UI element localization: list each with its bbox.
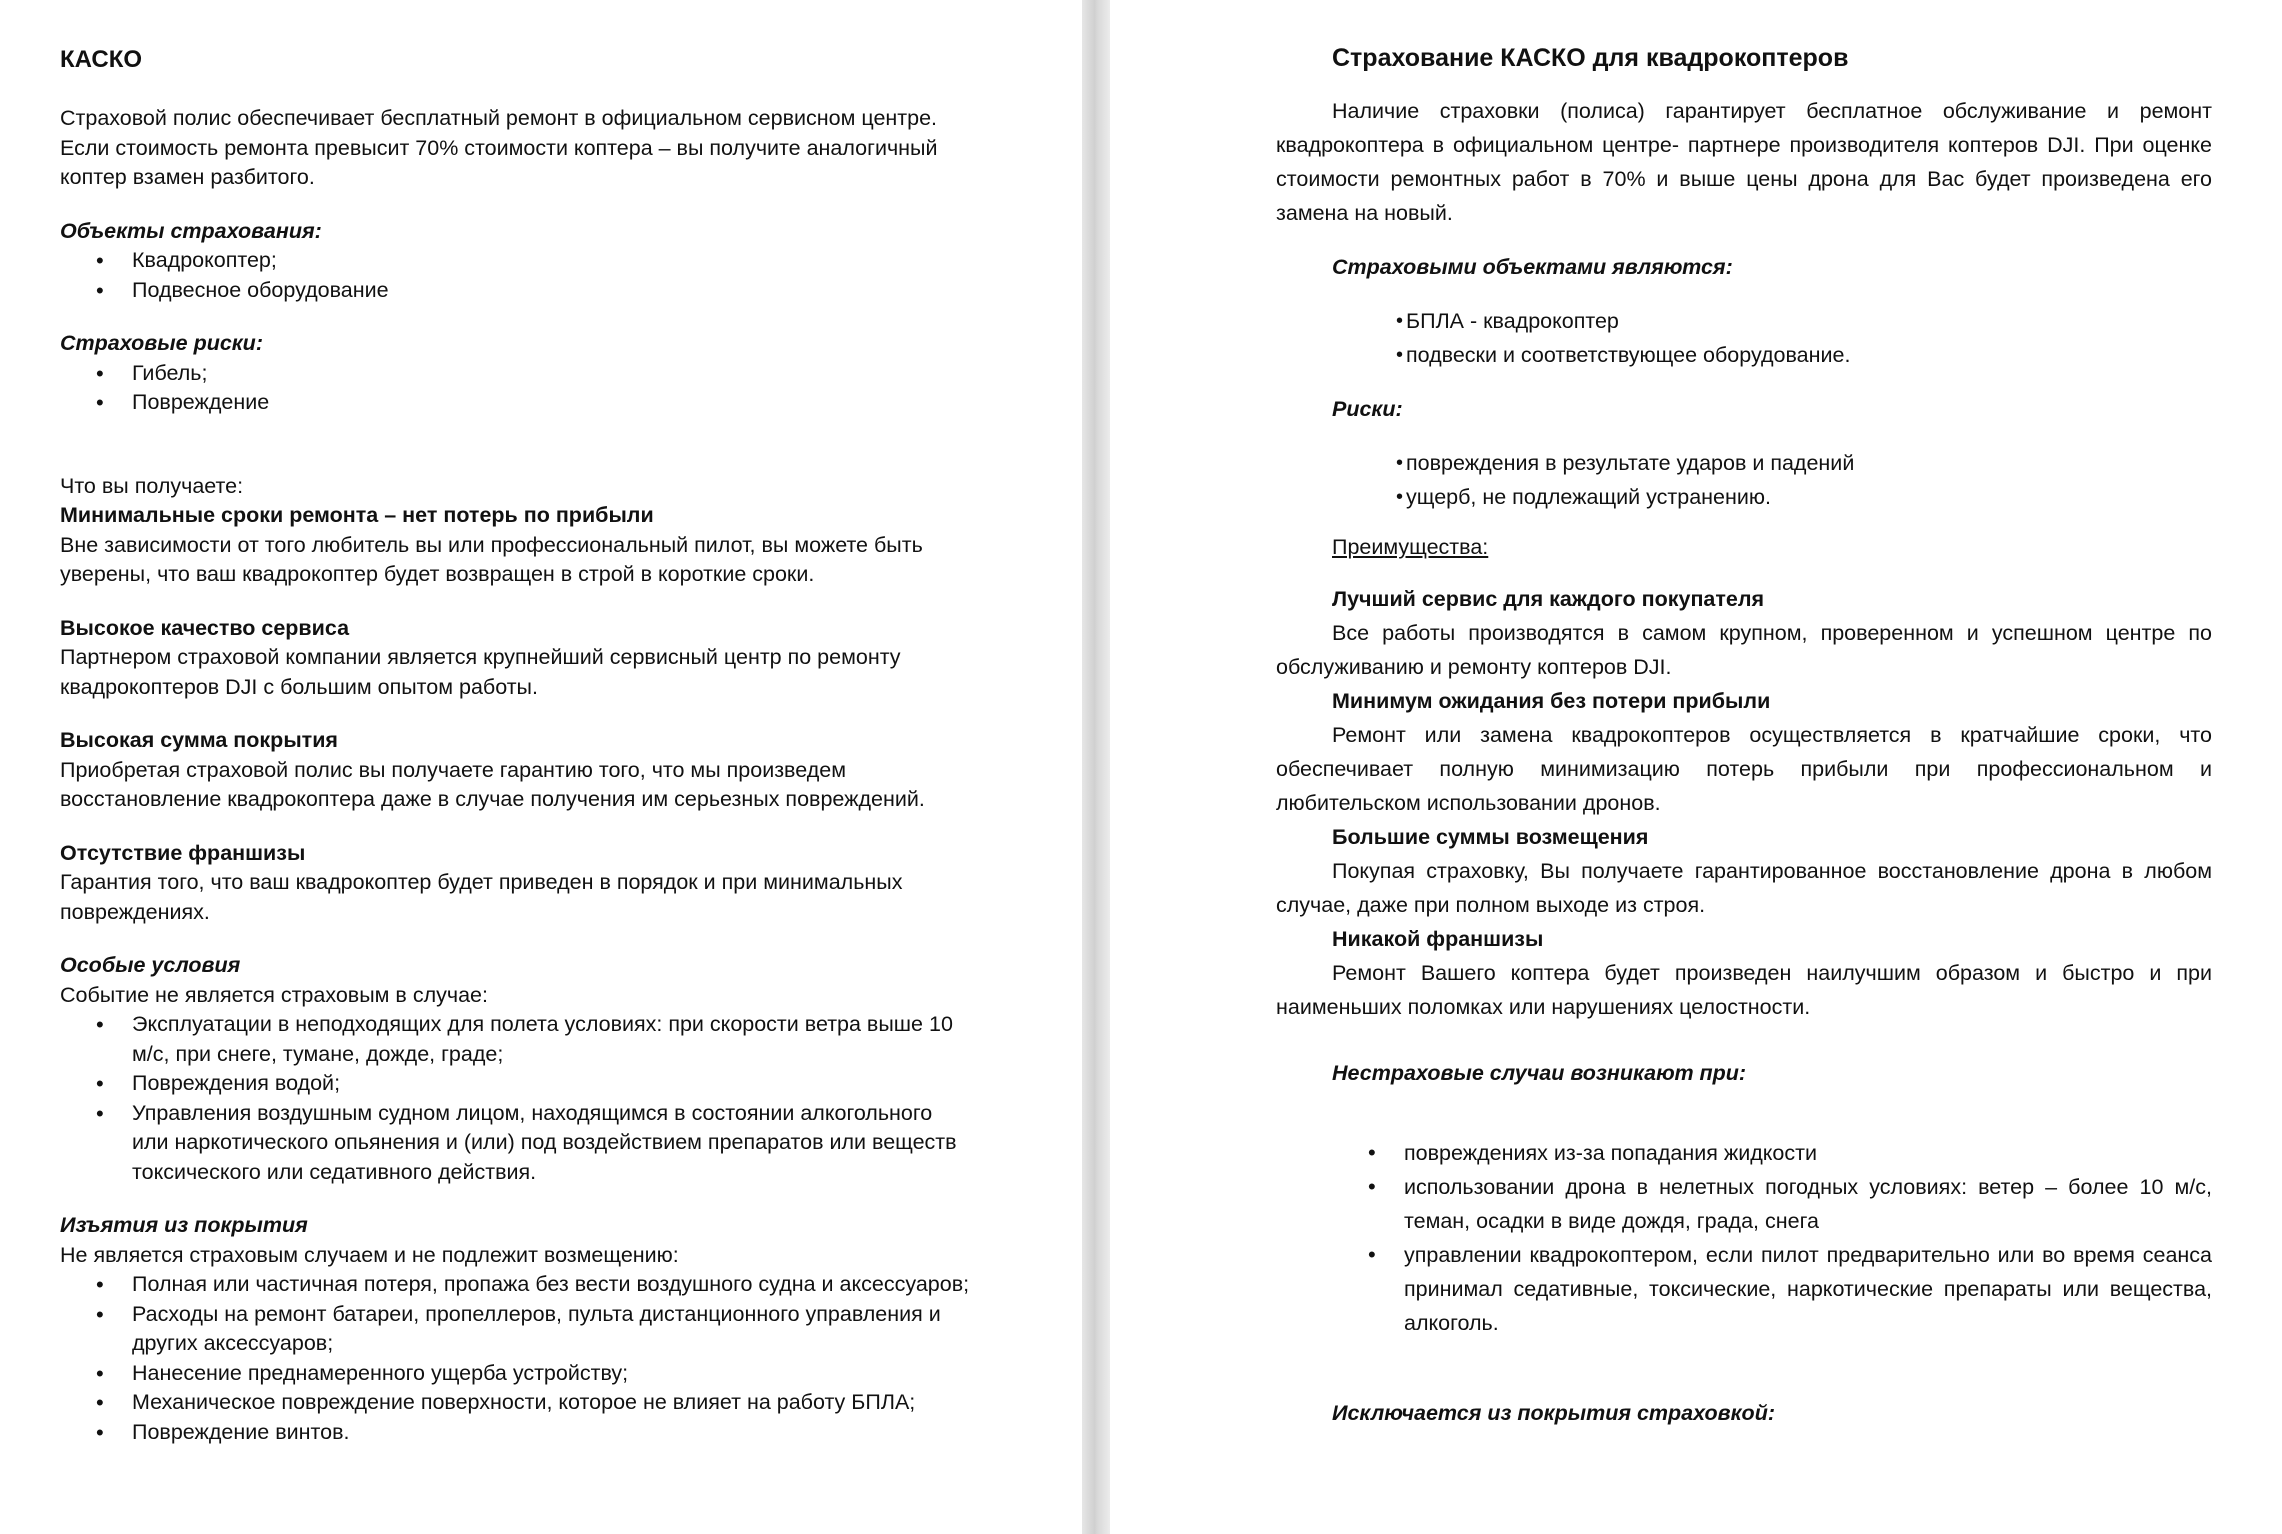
list-item: • Подвесное оборудование: [60, 276, 1000, 306]
list-item-line: • Эксплуатации в неподходящих для полета условиях: при скорости ветра выше 10: [132, 1012, 953, 1036]
list-item: • Гибель;: [60, 359, 1000, 389]
left-risks-heading: Страховые риски:: [60, 331, 263, 355]
document-page-left: [0, 0, 1082, 1534]
benefit-line: Гарантия того, что ваш квадрокоптер будет приведен в порядок и при минимальных: [60, 870, 903, 894]
list-item: • Квадрокоптер;: [60, 246, 1000, 276]
list-item-line: м/с, при снеге, тумане, дожде, граде;: [132, 1041, 504, 1066]
list-item-line: • Расходы на ремонт батареи, пропеллеров, пульта дистанционного управления и: [132, 1301, 941, 1326]
advantage-title: Большие суммы возмещения: [1332, 825, 1649, 849]
list-item-line: других аксессуаров;: [132, 1331, 334, 1355]
benefit-title: Высокая сумма покрытия: [60, 728, 338, 752]
page-gutter: [1082, 0, 1110, 1534]
list-item-line: • Повреждения водой;: [132, 1071, 341, 1095]
right-objects-list: [1276, 304, 2212, 372]
list-item: [60, 1010, 1000, 1069]
right-risks-heading: Риски:: [1332, 397, 1403, 421]
list-item: [60, 1359, 1000, 1389]
list-item-line: • Полная или частичная потеря, пропажа без вести воздушного судна и аксессуаров;: [132, 1272, 970, 1296]
list-item: • повреждениях из-за попадания жидкости: [1276, 1136, 2212, 1170]
list-item-line: • Управления воздушным судном лицом, находящимся в состоянии алкогольного: [132, 1100, 933, 1125]
benefit-line: Приобретая страховой полис вы получаете гарантию того, что мы произведем: [60, 757, 847, 782]
benefit-title: Высокое качество сервиса: [60, 615, 350, 640]
right-noninsured-heading: Нестраховые случаи возникают при:: [1332, 1061, 1747, 1085]
right-intro: Наличие страховки (полиса) гарантирует бесплатное обслуживание и ремонт квадрокоптера в официальном центре- партнере производителя коптеров DJI. При оценке стоимости ремонтных работ в 70% и выше цены дрона для Вас будет произведена его замена на новый.: [1276, 99, 2212, 225]
left-special-intro: Событие не является страховым в случае:: [60, 982, 488, 1007]
benefit-line: квадрокоптеров DJI с большим опытом работы.: [60, 674, 538, 699]
left-objects-list: [60, 246, 1000, 305]
left-get-heading: Что вы получаете:: [60, 473, 244, 498]
left-exclusions-list: [60, 1270, 1000, 1447]
list-item-line: или наркотического опьянения и (или) под воздействием препаратов или веществ: [132, 1130, 957, 1154]
advantage-text: Покупая страховку, Вы получаете гарантированное восстановление дрона в любом случае, даже при полном выходе из строя.: [1276, 859, 2212, 917]
left-special-heading: Особые условия: [60, 953, 241, 977]
list-item: • подвески и соответствующее оборудование.: [1276, 338, 2212, 372]
left-page-title: КАСКО: [60, 46, 143, 73]
document-page-right: [1110, 0, 2282, 1534]
left-risks-list: [60, 359, 1000, 418]
advantage-title: Лучший сервис для каждого покупателя: [1332, 587, 1765, 611]
left-intro-line: Страховой полис обеспечивает бесплатный ремонт в официальном сервисном центре.: [60, 106, 938, 130]
list-item-line: • Повреждение винтов.: [132, 1419, 350, 1444]
advantage-text: Ремонт или замена квадрокоптеров осуществляется в кратчайшие сроки, что обеспечивает полную минимизацию потерь прибыли при профессиональном и любительском использовании дронов.: [1276, 723, 2212, 815]
benefit-title: Минимальные сроки ремонта – нет потерь по прибыли: [60, 503, 654, 527]
right-page-title: Страхование КАСКО для квадрокоптеров: [1332, 44, 1849, 72]
left-intro-line: Если стоимость ремонта превысит 70% стоимости коптера – вы получите аналогичный: [60, 135, 938, 160]
advantage-title: Минимум ожидания без потери прибыли: [1332, 689, 1771, 713]
right-exclusions-heading: Исключается из покрытия страховкой:: [1332, 1401, 1775, 1425]
right-objects-heading: Страховыми объектами являются:: [1332, 255, 1733, 279]
benefit-title: Отсутствие франшизы: [60, 840, 306, 865]
list-item: • БПЛА - квадрокоптер: [1276, 304, 2212, 338]
list-item: [60, 1099, 1000, 1188]
list-item: [60, 1388, 1000, 1418]
right-advantages-heading: Преимущества:: [1332, 535, 1489, 559]
benefit-line: Вне зависимости от того любитель вы или профессиональный пилот, вы можете быть: [60, 532, 923, 557]
right-risks-list: [1276, 446, 2212, 514]
list-item: [60, 1418, 1000, 1448]
list-item: • Повреждение: [60, 388, 1000, 418]
left-page-content: [60, 44, 1000, 1447]
list-item: • использовании дрона в нелетных погодных условиях: ветер – более 10 м/с, теман, осадки в виде дождя, града, снега: [1276, 1170, 2212, 1238]
advantage-text: Ремонт Вашего коптера будет произведен наилучшим образом и быстро и при наименьших поломках или нарушениях целостности.: [1276, 961, 2212, 1019]
advantage-title: Никакой франшизы: [1332, 927, 1544, 951]
right-advantages-heading-row: [1276, 530, 2212, 564]
list-item: [60, 1069, 1000, 1099]
benefit-line: повреждениях.: [60, 899, 210, 924]
benefit-line: Партнером страховой компании является крупнейший сервисный центр по ремонту: [60, 645, 901, 669]
list-item: [60, 1270, 1000, 1300]
list-item: • ущерб, не подлежащий устранению.: [1276, 480, 2212, 514]
list-item: • повреждения в результате ударов и падений: [1276, 446, 2212, 480]
left-exclusions-heading: Изъятия из покрытия: [60, 1213, 308, 1237]
list-item-line: токсического или седативного действия.: [132, 1159, 537, 1184]
left-special-list: [60, 1010, 1000, 1187]
advantage-text: Все работы производятся в самом крупном, проверенном и успешном центре по обслуживанию и ремонту коптеров DJI.: [1276, 621, 2212, 679]
left-intro-line: коптер взамен разбитого.: [60, 165, 315, 189]
left-objects-heading: Объекты страхования:: [60, 218, 322, 243]
list-item-line: • Нанесение преднамеренного ущерба устройству;: [132, 1360, 629, 1385]
list-item-line: • Механическое повреждение поверхности, которое не влияет на работу БПЛА;: [132, 1390, 916, 1414]
benefit-line: восстановление квадрокоптера даже в случае получения им серьезных повреждений.: [60, 787, 925, 811]
right-noninsured-list: [1276, 1136, 2212, 1340]
right-page-content: [1276, 40, 2212, 1430]
left-exclusions-intro: Не является страховым случаем и не подлежит возмещению:: [60, 1242, 679, 1267]
list-item: [60, 1300, 1000, 1359]
list-item: • управлении квадрокоптером, если пилот предварительно или во время сеанса принимал седативные, токсические, наркотические препараты или вещества, алкоголь.: [1276, 1238, 2212, 1340]
benefit-line: уверены, что ваш квадрокоптер будет возвращен в строй в короткие сроки.: [60, 562, 815, 586]
